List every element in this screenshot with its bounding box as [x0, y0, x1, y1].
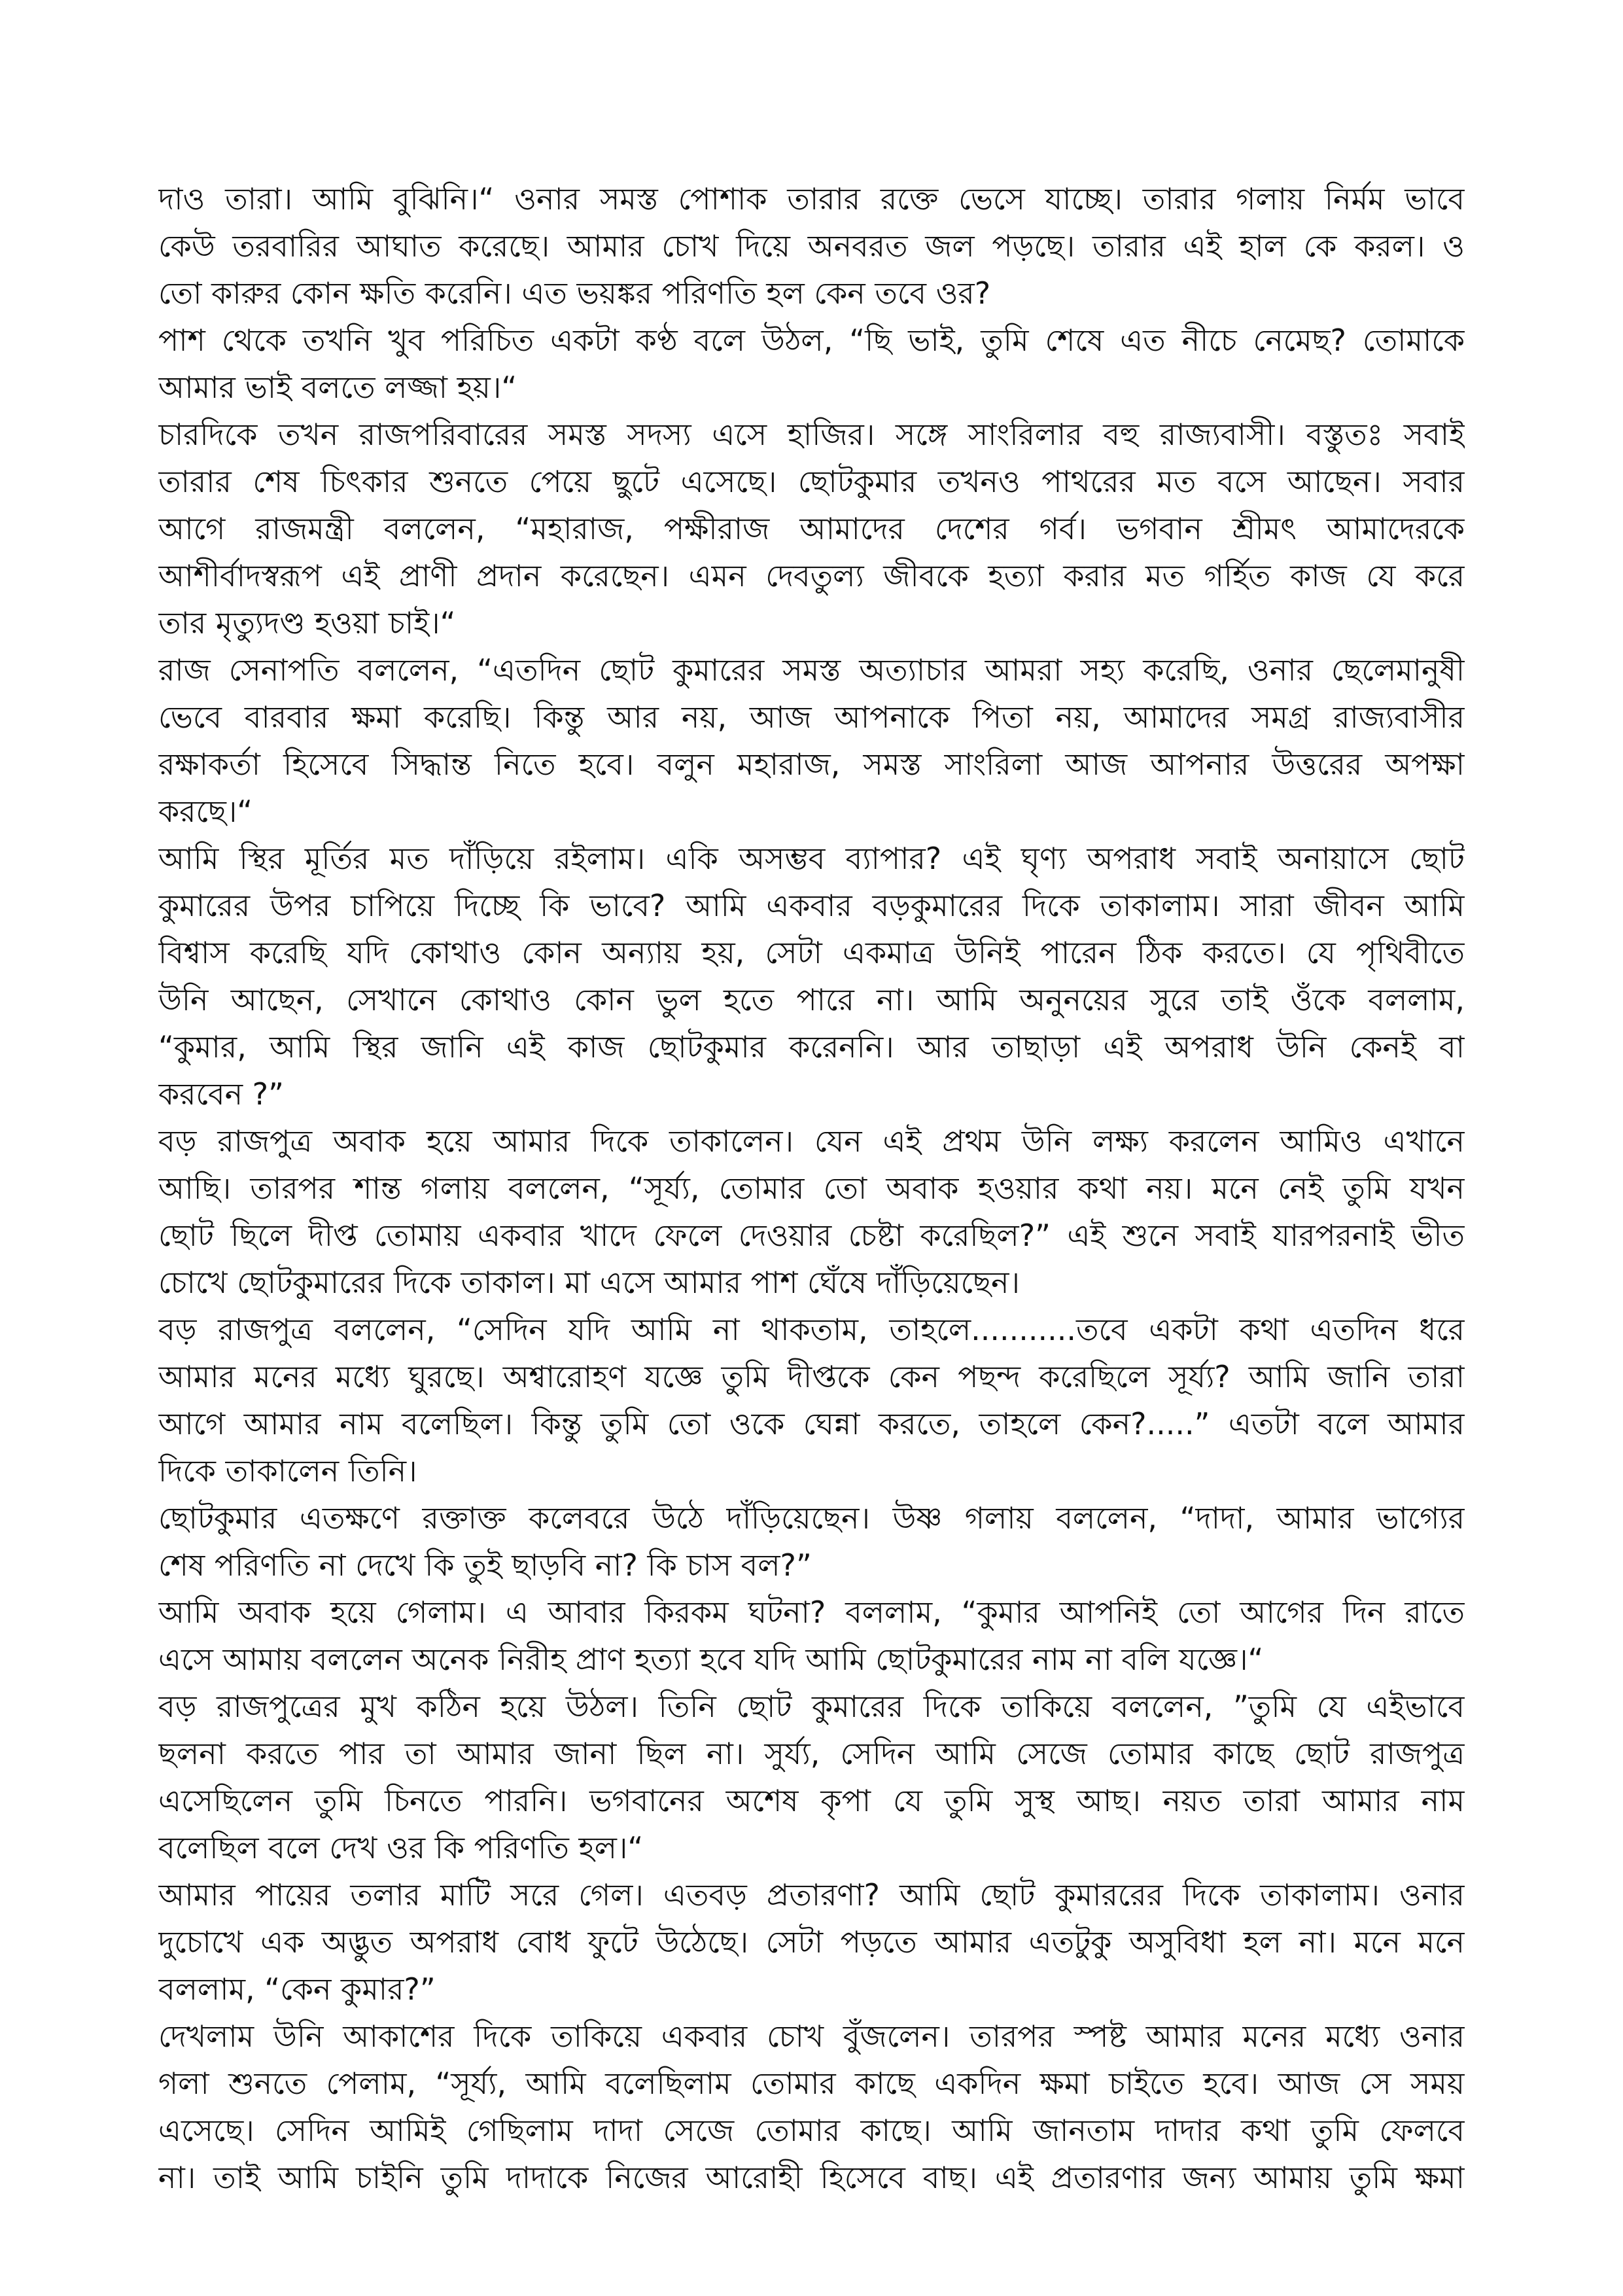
text-line: রাজ সেনাপতি বললেন, “এতদিন ছোট কুমারের সমস্ত অত্যাচার আমরা সহ্য করেছি, ওনার ছেলেমানুষী — [158, 652, 1465, 688]
text-line: তার মৃত্যুদণ্ড হওয়া চাই।“ — [158, 605, 456, 641]
text-line: বিশ্বাস করেছি যদি কোথাও কোন অন্যায় হয়, সেটা একমাত্র উনিই পারেন ঠিক করতে। যে পৃথিবীতে — [158, 935, 1465, 970]
text-line: বড় রাজপুত্র বললেন, “সেদিন যদি আমি না থাকতাম, তাহলে...........তবে একটা কথা এতদিন ধরে — [158, 1312, 1465, 1347]
text-line: বড় রাজপুত্রের মুখ কঠিন হয়ে উঠল। তিনি ছোট কুমারের দিকে তাকিয়ে বললেন, ”তুমি যে এইভাবে — [158, 1689, 1465, 1724]
text-line: চারদিকে তখন রাজপরিবারের সমস্ত সদস্য এসে হাজির। সঙ্গে সাংরিলার বহু রাজ্যবাসী। বস্তুতঃ সবাই — [158, 417, 1465, 452]
text-line: পাশ থেকে তখনি খুব পরিচিত একটা কণ্ঠ বলে উঠল, “ছি ভাই, তুমি শেষে এত নীচে নেমেছ? তোমাকে — [158, 323, 1465, 358]
paragraph — [158, 1306, 1465, 1494]
text-line: এসেছে। সেদিন আমিই গেছিলাম দাদা সেজে তোমার কাছে। আমি জানতাম দাদার কথা তুমি ফেলবে — [158, 2113, 1465, 2148]
paragraph — [158, 317, 1465, 411]
text-line: আমার ভাই বলতে লজ্জা হয়।“ — [158, 370, 517, 405]
paragraph — [158, 646, 1465, 835]
text-line: আমি স্থির মূর্তির মত দাঁড়িয়ে রইলাম। একি অসম্ভব ব্যাপার? এই ঘৃণ্য অপরাধ সবাই অনায়াসে ছোট — [158, 841, 1465, 876]
text-line: আগে আমার নাম বলেছিল। কিন্তু তুমি তো ওকে ঘেন্না করতে, তাহলে কেন?.....” এতটা বলে আমার — [158, 1406, 1465, 1441]
text-line: উনি আছেন, সেখানে কোথাও কোন ভুল হতে পারে না। আমি অনুনয়ের সুরে তাই ওঁকে বললাম, — [158, 982, 1465, 1017]
text-line: এসে আমায় বললেন অনেক নিরীহ প্রাণ হত্যা হবে যদি আমি ছোটকুমারের নাম না বলি যজ্ঞে।“ — [158, 1642, 1264, 1677]
text-line: বললাম, “কেন কুমার?” — [158, 1971, 436, 2007]
text-line: ছোটকুমার এতক্ষণে রক্তাক্ত কলেবরে উঠে দাঁড়িয়েছেন। উষ্ণ গলায় বললেন, “দাদা, আমার ভাগ্যের — [158, 1500, 1465, 1536]
paragraph — [158, 1871, 1465, 2013]
text-line: ভেবে বারবার ক্ষমা করেছি। কিন্তু আর নয়, আজ আপনাকে পিতা নয়, আমাদের সমগ্র রাজ্যবাসীর — [158, 699, 1465, 735]
text-line: আমার মনের মধ্যে ঘুরছে। অশ্বারোহণ যজ্ঞে তুমি দীপ্তকে কেন পছন্দ করেছিলে সূর্য্য? আমি জানি তারা — [158, 1359, 1465, 1394]
text-line: না। তাই আমি চাইনি তুমি দাদাকে নিজের আরোহী হিসেবে বাছ। এই প্রতারণার জন্য আমায় তুমি ক্ষমা — [158, 2160, 1465, 2195]
text-line: রক্ষাকর্তা হিসেবে সিদ্ধান্ত নিতে হবে। বলুন মহারাজ, সমস্ত সাংরিলা আজ আপনার উত্তরের অপক্ষা — [158, 747, 1465, 782]
paragraph — [158, 175, 1465, 317]
text-line: করছে।“ — [158, 794, 253, 829]
text-line: এসেছিলেন তুমি চিনতে পারনি। ভগবানের অশেষ কৃপা যে তুমি সুস্থ আছ। নয়ত তারা আমার নাম — [158, 1783, 1465, 1818]
text-line: বড় রাজপুত্র অবাক হয়ে আমার দিকে তাকালেন। যেন এই প্রথম উনি লক্ষ্য করলেন আমিও এখানে — [158, 1123, 1465, 1159]
text-line: ছলনা করতে পার তা আমার জানা ছিল না। সুর্য্য, সেদিন আমি সেজে তোমার কাছে ছোট রাজপুত্র — [158, 1736, 1465, 1771]
text-line: আগে রাজমন্ত্রী বললেন, “মহারাজ, পক্ষীরাজ আমাদের দেশের গর্ব। ভগবান শ্রীমৎ আমাদেরকে — [158, 511, 1465, 546]
text-line: ছোট ছিলে দীপ্ত তোমায় একবার খাদে ফেলে দেওয়ার চেষ্টা করেছিল?” এই শুনে সবাই যারপরনাই ভীত — [158, 1218, 1465, 1253]
paragraph — [158, 1683, 1465, 1871]
text-line: তো কারুর কোন ক্ষতি করেনি। এত ভয়ঙ্কর পরিণতি হল কেন তবে ওর? — [158, 275, 991, 311]
text-line: আছি। তারপর শান্ত গলায় বললেন, “সূর্য্য, তোমার তো অবাক হওয়ার কথা নয়। মনে নেই তুমি যখন — [158, 1171, 1465, 1206]
paragraph — [158, 835, 1465, 1118]
text-line: শেষ পরিণতি না দেখে কি তুই ছাড়বি না? কি চাস বল?” — [158, 1547, 812, 1583]
text-line: আমি অবাক হয়ে গেলাম। এ আবার কিরকম ঘটনা? বললাম, “কুমার আপনিই তো আগের দিন রাতে — [158, 1595, 1465, 1630]
text-line: চোখে ছোটকুমারের দিকে তাকাল। মা এসে আমার পাশ ঘেঁষে দাঁড়িয়েছেন। — [158, 1265, 1020, 1300]
text-line: দাও তারা। আমি বুঝিনি।“ ওনার সমস্ত পোশাক তারার রক্তে ভেসে যাচ্ছে। তারার গলায় নির্মম ভাবে — [158, 181, 1465, 217]
text-line: কুমারের উপর চাপিয়ে দিচ্ছে কি ভাবে? আমি একবার বড়কুমারের দিকে তাকালাম। সারা জীবন আমি — [158, 888, 1465, 923]
paragraph — [158, 1494, 1465, 1589]
text-line: গলা শুনতে পেলাম, “সূর্য্য, আমি বলেছিলাম তোমার কাছে একদিন ক্ষমা চাইতে হবে। আজ সে সময় — [158, 2066, 1465, 2101]
text-line: বলেছিল বলে দেখ ওর কি পরিণতি হল।“ — [158, 1830, 644, 1865]
text-line: আমার পায়ের তলার মাটি সরে গেল। এতবড় প্রতারণা? আমি ছোট কুমাররের দিকে তাকালাম। ওনার — [158, 1877, 1465, 1913]
text-line: দেখলাম উনি আকাশের দিকে তাকিয়ে একবার চোখ বুঁজলেন। তারপর স্পষ্ট আমার মনের মধ্যে ওনার — [158, 2019, 1465, 2054]
paragraph — [158, 1118, 1465, 1306]
text-line: “কুমার, আমি স্থির জানি এই কাজ ছোটকুমার করেননি। আর তাছাড়া এই অপরাধ উনি কেনই বা — [158, 1029, 1465, 1065]
text-line: তারার শেষ চিৎকার শুনতে পেয়ে ছুটে এসেছে। ছোটকুমার তখনও পাথরের মত বসে আছেন। সবার — [158, 464, 1465, 499]
text-line: করবেন ?” — [158, 1076, 284, 1112]
text-line: আশীর্বাদস্বরূপ এই প্রাণী প্রদান করেছেন। এমন দেবতুল্য জীবকে হত্যা করার মত গর্হিত কাজ যে করে — [158, 558, 1465, 593]
text-line: দিকে তাকালেন তিনি। — [158, 1453, 417, 1489]
text-line: কেউ তরবারির আঘাত করেছে। আমার চোখ দিয়ে অনবরত জল পড়ছে। তারার এই হাল কে করল। ও — [158, 228, 1465, 264]
paragraph — [158, 1589, 1465, 1683]
paragraph — [158, 2013, 1465, 2201]
document-body — [158, 175, 1465, 2201]
paragraph — [158, 411, 1465, 646]
text-line: দুচোখে এক অদ্ভুত অপরাধ বোধ ফুটে উঠেছে। সেটা পড়তে আমার এতটুকু অসুবিধা হল না। মনে মনে — [158, 1924, 1465, 1960]
